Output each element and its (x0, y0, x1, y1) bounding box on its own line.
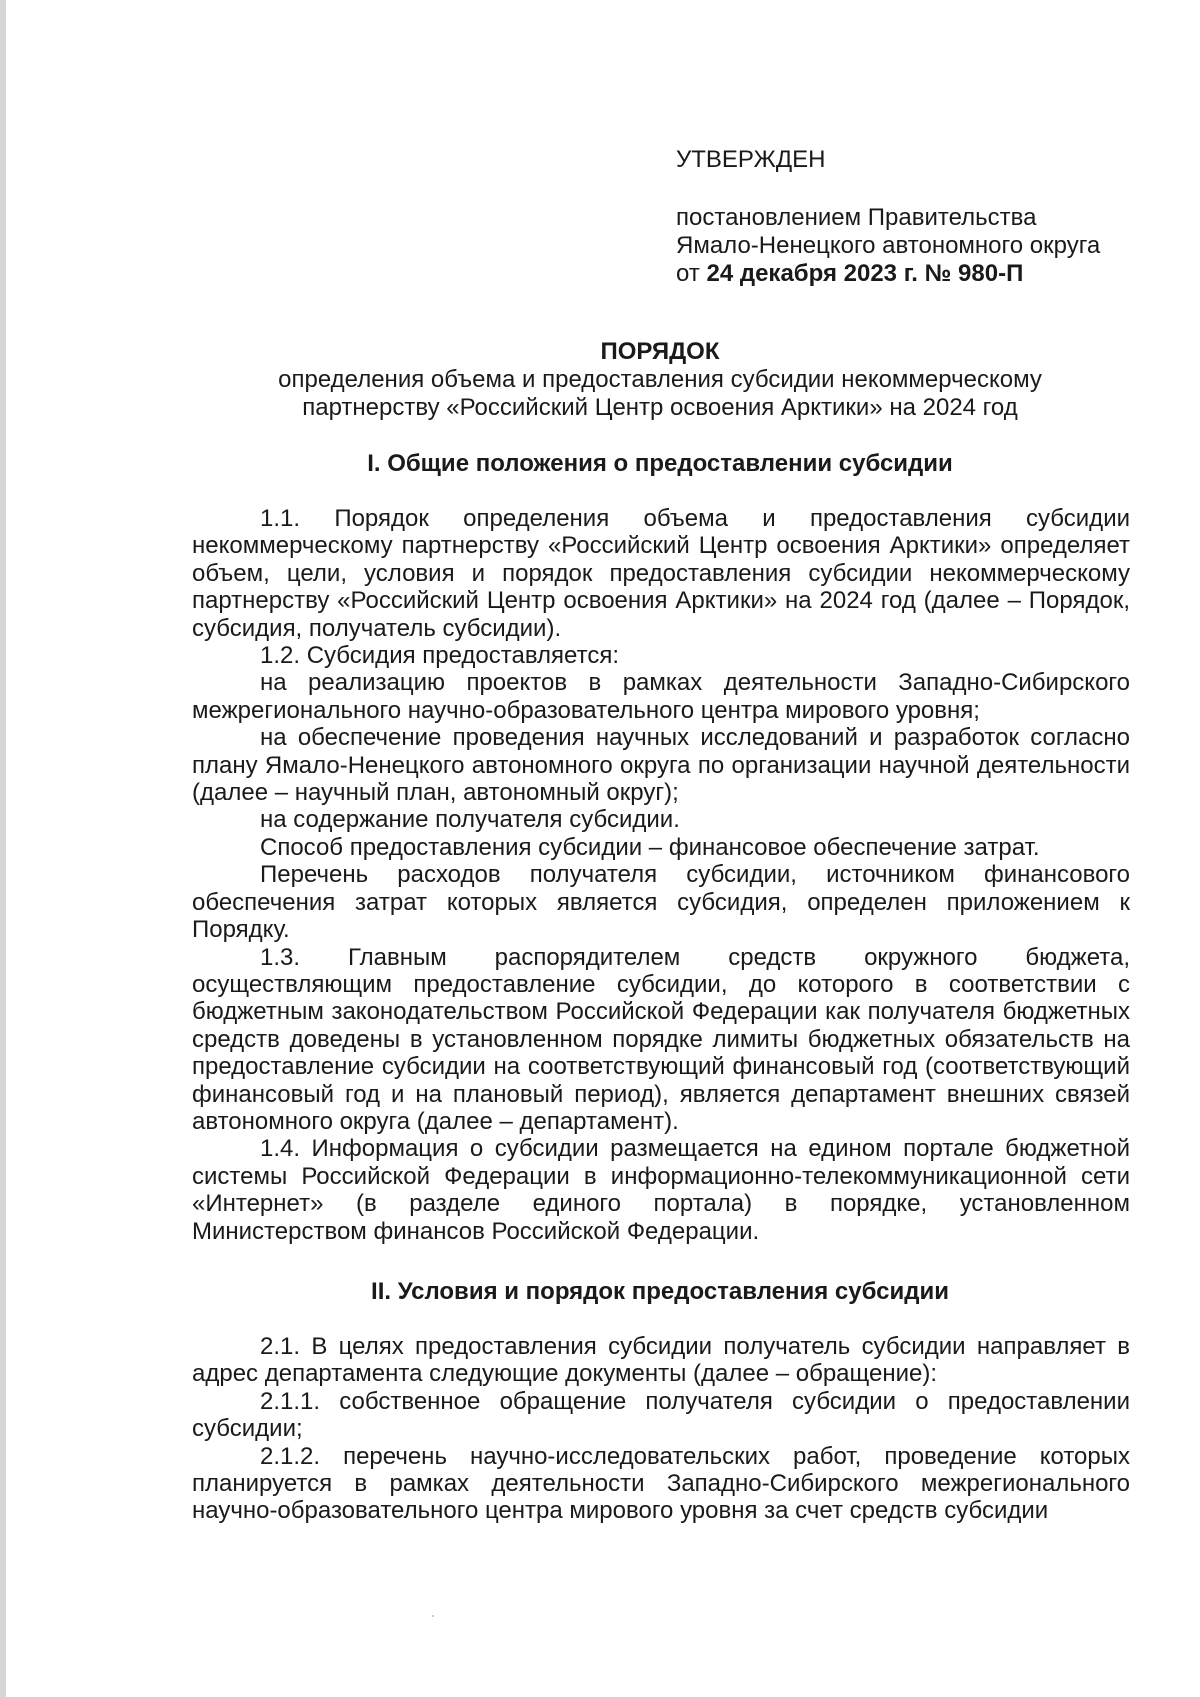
paragraph-1-2-item-2: на обеспечение проведения научных исследований и разработок согласно плану Ямало-Ненецкого автономного округа по организации научной деятельности (далее – научный план, автономный округ); (192, 724, 1130, 807)
approval-from: от (676, 260, 700, 287)
paragraph-2-1-2: 2.1.2. перечень научно-исследовательских работ, проведение которых планируется в рамках деятельности Западно-Сибирского межрегионального научно-образовательного центра мирового уровня за счет средств субсидии (192, 1442, 1130, 1525)
approval-decree-line (676, 260, 1156, 288)
document-title-block (190, 338, 1130, 422)
decree-date-number: 24 декабря 2023 г. № 980-П (706, 260, 1024, 287)
paragraph-1-2-item-3: на содержание получателя субсидии. (260, 806, 680, 834)
approval-line-1: постановлением Правительства (676, 204, 1037, 231)
section-2-body (192, 1333, 1130, 1525)
paragraph-1-2: 1.2. Субсидия предоставляется: (260, 642, 619, 670)
approval-line-2: Ямало-Ненецкого автономного округа (676, 232, 1101, 259)
approval-stamp (676, 146, 1156, 288)
paragraph-expenses-list: Перечень расходов получателя субсидии, источником финансового обеспечения затрат которых является субсидия, определен приложением к Порядку. (192, 861, 1130, 944)
document-subtitle-line-2: партнерству «Российский Центр освоения Арктики» на 2024 год (302, 394, 1018, 421)
section-1-body (192, 505, 1130, 1245)
paragraph-2-1: 2.1. В целях предоставления субсидии получатель субсидии направляет в адрес департамента следующие документы (далее – обращение): (192, 1333, 1130, 1388)
paragraph-1-2-item-1: на реализацию проектов в рамках деятельности Западно-Сибирского межрегионального научно-образовательного центра мирового уровня; (192, 669, 1130, 724)
document-title: ПОРЯДОК (600, 338, 720, 365)
section-2-heading: II. Условия и порядок предоставления субсидии (371, 1278, 949, 1305)
paragraph-1-3: 1.3. Главным распорядителем средств окружного бюджета, осуществляющим предоставление субсидии, до которого в соответствии с бюджетным законодательством Российской Федерации как получателя бюджетных средств доведены в установленном порядке лимиты бюджетных обязательств на предоставление субсидии на соответствующий финансовый год (соответствующий финансовый год и на плановый период), является департамент внешних связей автономного округа (далее – департамент). (192, 943, 1130, 1135)
paragraph-1-1: 1.1. Порядок определения объема и предоставления субсидии некоммерческому партнерству «Российский Центр освоения Арктики» определяет объем, цели, условия и порядок предоставления субсидии некоммерческому партнерству «Российский Центр освоения Арктики» на 2024 год (далее – Порядок, субсидия, получатель субсидии). (192, 505, 1130, 642)
paragraph-method: Способ предоставления субсидии – финансовое обеспечение затрат. (260, 833, 1040, 861)
paragraph-1-4: 1.4. Информация о субсидии размещается на едином портале бюджетной системы Российской Федерации в информационно-телекоммуникационной сети «Интернет» (в разделе единого портала) в порядке, установленном Министерством финансов Российской Федерации. (192, 1135, 1130, 1245)
paragraph-2-1-1: 2.1.1. собственное обращение получателя субсидии о предоставлении субсидии; (192, 1387, 1130, 1443)
scan-artifact-dot (432, 1615, 434, 1617)
document-subtitle-line-1: определения объема и предоставления субсидии некоммерческому (278, 366, 1042, 393)
section-1-heading: I. Общие положения о предоставлении субсидии (367, 450, 953, 477)
approved-label: УТВЕРЖДЕН (676, 146, 826, 173)
